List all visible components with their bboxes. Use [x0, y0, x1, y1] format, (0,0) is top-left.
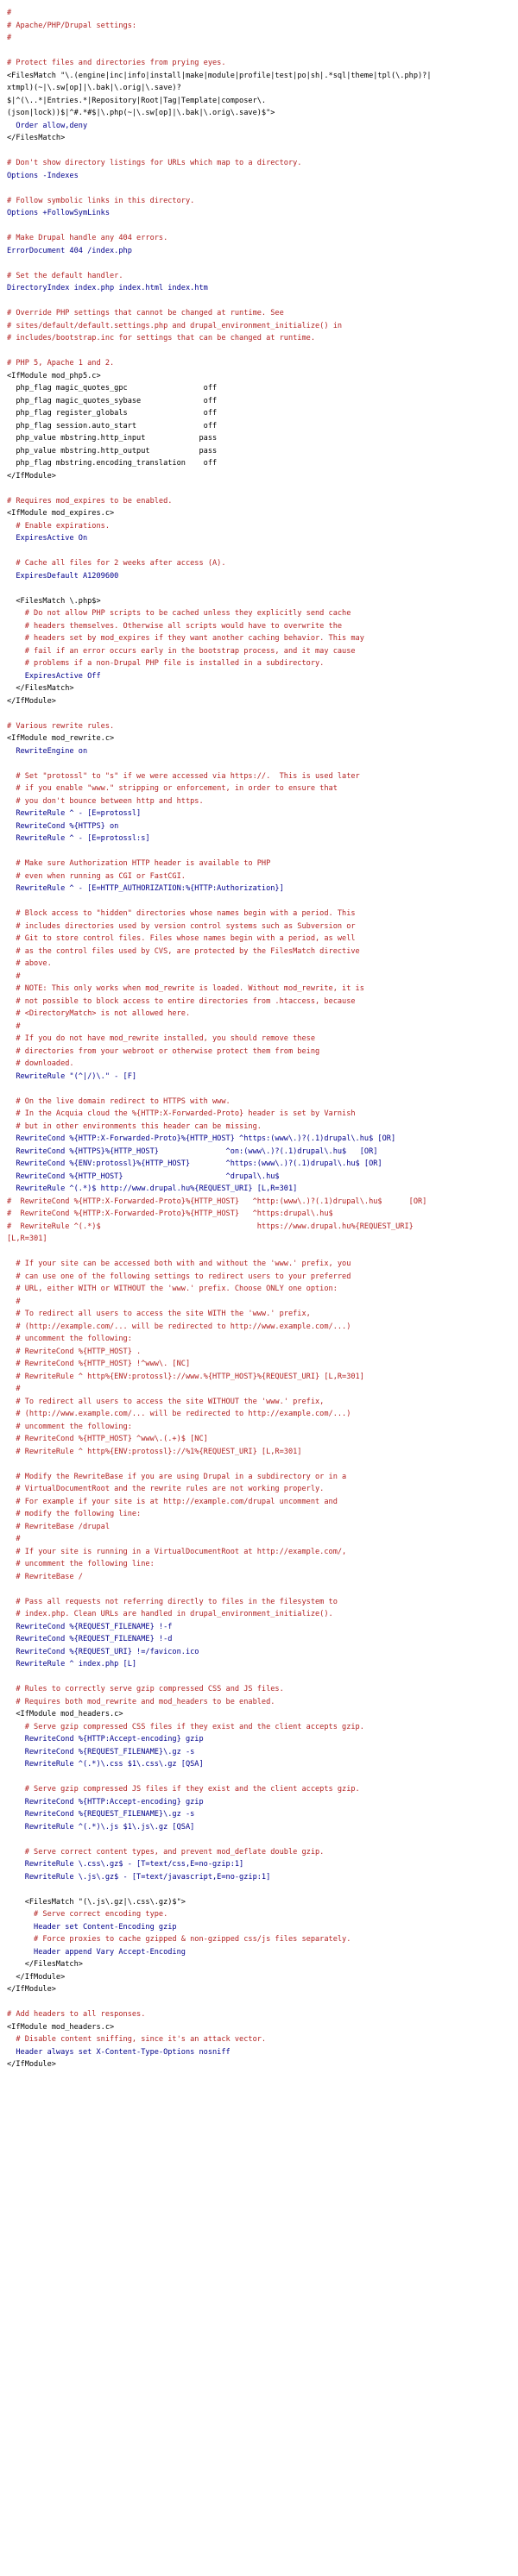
code-line: # RewriteRule ^ http%{ENV:protossl}://%1%{REQUEST_URI} [L,R=301] [7, 1447, 302, 1456]
code-line: # Pass all requests not referring directly to files in the filesystem to [7, 1597, 338, 1606]
code-line: # Block access to "hidden" directories whose names begin with a period. This [7, 909, 356, 918]
code-line: RewriteRule \.js\.gz$ - [T=text/javascript,E=no-gzip:1] [7, 1872, 271, 1882]
code-line: RewriteRule "(^|/)\." - [F] [7, 1071, 137, 1081]
code-line: RewriteCond %{REQUEST_URI} !=/favicon.ico [7, 1647, 199, 1656]
code-line: php_flag session.auto_start off [7, 421, 218, 430]
code-line: # Serve gzip compressed JS files if they exist and the client accepts gzip. [7, 1785, 360, 1794]
code-line: </FilesMatch> [7, 1960, 83, 1969]
code-line: # even when running as CGI or FastCGI. [7, 871, 186, 881]
code-line: # If your site can be accessed both with and without the 'www.' prefix, you [7, 1260, 351, 1268]
code-line: # Make Drupal handle any 404 errors. [7, 234, 168, 242]
code-line: RewriteRule ^ - [E=protossl:s] [7, 834, 150, 843]
code-line: # RewriteRule ^(.*)$ https://www.drupal.hu%{REQUEST_URI} [7, 1222, 414, 1231]
code-line [7, 182, 515, 195]
code-line: # Serve correct encoding type. [7, 1910, 168, 1919]
code-line: # Disable content sniffing, since it's an attack vector. [7, 2035, 267, 2044]
code-line [7, 220, 515, 233]
code-line [7, 295, 515, 308]
code-line: RewriteRule ^(.*)$ http://www.drupal.hu%{REQUEST_URI} [L,R=301] [7, 1184, 298, 1193]
code-line: RewriteRule \.css\.gz$ - [T=text/css,E=no-gzip:1] [7, 1860, 244, 1869]
code-line: <FilesMatch "\.(engine|inc|info|install|make|module|profile|test|po|sh|.*sql|theme|tpl(\.php)?| [7, 71, 432, 80]
code-line [7, 845, 515, 858]
code-line: # fail if an error occurs early in the bootstrap process, and it may cause [7, 646, 356, 656]
code-line: RewriteEngine on [7, 746, 88, 756]
code-line: php_flag magic_quotes_sybase off [7, 396, 218, 405]
code-line [7, 757, 515, 770]
code-line: # (http://example.com/... will be redirected to http://www.example.com/...) [7, 1322, 351, 1331]
code-line [7, 582, 515, 595]
code-line [7, 1083, 515, 1096]
code-line: php_flag mbstring.encoding_translation off [7, 459, 218, 468]
code-line: # RewriteCond %{HTTP:X-Forwarded-Proto}%{HTTP_HOST} ^https:drupal\.hu$ [7, 1209, 333, 1218]
code-line: RewriteRule ^ index.php [L] [7, 1660, 137, 1668]
code-line: # but in other environments this header can be missing. [7, 1122, 262, 1131]
code-line [7, 1671, 515, 1684]
code-line: # uncomment the following: [7, 1422, 132, 1431]
code-line: <IfModule mod_rewrite.c> [7, 734, 115, 743]
code-line: php_value mbstring.http_input pass [7, 434, 218, 443]
code-line: # Enable expirations. [7, 521, 110, 531]
code-line: $|^(\..*|Entries.*|Repository|Root|Tag|Template|composer\. [7, 96, 267, 105]
code-line: php_flag register_globals off [7, 409, 218, 418]
code-line: # can use one of the following settings to redirect users to your preferred [7, 1272, 351, 1281]
code-line: RewriteCond %{REQUEST_FILENAME} !-f [7, 1622, 173, 1631]
code-line: # [7, 9, 12, 17]
code-line: # headers set by mod_expires if they want another caching behavior. This may [7, 634, 364, 643]
code-line: # Rules to correctly serve gzip compressed CSS and JS files. [7, 1685, 284, 1693]
code-line: </FilesMatch> [7, 684, 74, 693]
code-line: RewriteCond %{ENV:protossl}%{HTTP_HOST} ^https:(www\.)?(.1)drupal\.hu$ [OR] [7, 1159, 382, 1168]
code-line [7, 45, 515, 58]
code-line: # To redirect all users to access the site WITHOUT the 'www.' prefix, [7, 1397, 325, 1406]
code-line: # Do not allow PHP scripts to be cached unless they explicitly send cache [7, 609, 351, 618]
code-line: # URL, either WITH or WITHOUT the 'www.' prefix. Choose ONLY one option: [7, 1285, 338, 1293]
code-line: <IfModule mod_headers.c> [7, 1710, 123, 1718]
code-line: # Serve gzip compressed CSS files if they exist and the client accepts gzip. [7, 1722, 364, 1731]
code-line: ExpiresDefault A1209600 [7, 571, 119, 581]
code-line: # not possible to block access to entire directories from .htaccess, because [7, 996, 356, 1006]
code-line: php_value mbstring.http_output pass [7, 446, 218, 456]
code-line: # RewriteBase /drupal [7, 1522, 110, 1531]
code-line: # Add headers to all responses. [7, 2010, 146, 2019]
code-line [7, 1996, 515, 2009]
code-line [7, 482, 515, 495]
code-line: # includes/bootstrap.inc for settings that can be changed at runtime. [7, 334, 315, 342]
code-line: DirectoryIndex index.php index.html index.htm [7, 284, 208, 292]
code-line: (json|lock))$|^#.*#$|\.php(~|\.sw[op]|\.bak|\.orig\.save)$"> [7, 109, 275, 117]
code-line: # To redirect all users to access the site WITH the 'www.' prefix, [7, 1310, 311, 1318]
code-line: RewriteCond %{HTTP:X-Forwarded-Proto}%{HTTP_HOST} ^https:(www\.)?(.1)drupal\.hu$ [OR] [7, 1134, 396, 1143]
code-line [7, 1246, 515, 1259]
code-line: # VirtualDocumentRoot and the rewrite rules are not working properly. [7, 1485, 325, 1493]
code-line: # modify the following line: [7, 1510, 142, 1518]
code-line: # Apache/PHP/Drupal settings: [7, 21, 137, 30]
code-line: <FilesMatch \.php$> [7, 596, 101, 606]
code-line: </IfModule> [7, 696, 56, 706]
code-line: # Force proxies to cache gzipped & non-gzipped css/js files separately. [7, 1935, 351, 1944]
code-line [7, 1883, 515, 1896]
code-line: # above. [7, 959, 52, 968]
code-line: ExpiresActive On [7, 534, 88, 543]
code-line: # Git to store control files. Files whose names begin with a period, as well [7, 934, 356, 943]
code-line: </IfModule> [7, 471, 56, 481]
code-line: Options +FollowSymLinks [7, 209, 110, 217]
code-line [7, 1458, 515, 1471]
code-line: # Make sure Authorization HTTP header is available to PHP [7, 859, 271, 868]
code-line: RewriteCond %{HTTP:Accept-encoding} gzip [7, 1797, 204, 1806]
code-line: # RewriteCond %{HTTP_HOST} ^www\.(.+)$ [NC] [7, 1435, 208, 1443]
code-line: # includes directories used by version control systems such as Subversion or [7, 921, 356, 931]
code-line: # RewriteBase / [7, 1572, 83, 1581]
code-line: # RewriteCond %{HTTP_HOST} . [7, 1347, 142, 1356]
code-line: </IfModule> [7, 1985, 56, 1994]
code-line: php_flag magic_quotes_gpc off [7, 384, 218, 393]
code-line: # Set the default handler. [7, 271, 123, 280]
code-line: # [7, 1297, 21, 1306]
code-line: # directories from your webroot or otherwise protect them from being [7, 1046, 320, 1056]
code-line: RewriteRule ^(.*)\.js $1\.js\.gz [QSA] [7, 1822, 195, 1831]
code-line: # Set "protossl" to "s" if we were accessed via https://. This is used later [7, 771, 360, 781]
code-line: RewriteCond %{REQUEST_FILENAME} !-d [7, 1635, 173, 1643]
code-line [7, 345, 515, 358]
code-line: # RewriteCond %{HTTP:X-Forwarded-Proto}%{HTTP_HOST} ^http:(www\.)?(.1)drupal\.hu$ [OR] [7, 1197, 427, 1206]
code-line: # On the live domain redirect to HTTPS with www. [7, 1096, 231, 1106]
code-line: RewriteCond %{HTTP:Accept-encoding} gzip [7, 1735, 204, 1744]
code-line: # NOTE: This only works when mod_rewrite is loaded. Without mod_rewrite, it is [7, 984, 364, 993]
code-line: # index.php. Clean URLs are handled in drupal_environment_initialize(). [7, 1610, 333, 1618]
code-line: # as the control files used by CVS, are protected by the FilesMatch directive [7, 946, 360, 956]
code-line: # If you do not have mod_rewrite installed, you should remove these [7, 1034, 315, 1043]
code-line: # In the Acquia cloud the %{HTTP:X-Forwarded-Proto} header is set by Varnish [7, 1109, 356, 1118]
code-line: <IfModule mod_headers.c> [7, 2022, 115, 2032]
code-line: # Don't show directory listings for URLs which map to a directory. [7, 159, 302, 167]
code-line: # Cache all files for 2 weeks after access (A). [7, 559, 226, 568]
code-line: RewriteRule ^(.*)\.css $1\.css\.gz [QSA] [7, 1760, 204, 1769]
code-line: # [7, 1021, 21, 1031]
code-line: xtmpl)(~|\.sw[op]|\.bak|\.orig|\.save)? [7, 84, 181, 92]
code-line: # downloaded. [7, 1059, 74, 1068]
code-line: # RewriteRule ^ http%{ENV:protossl}://www.%{HTTP_HOST}%{REQUEST_URI} [L,R=301] [7, 1372, 364, 1381]
code-line: # If your site is running in a VirtualDocumentRoot at http://example.com/, [7, 1547, 347, 1556]
code-line [7, 1771, 515, 1784]
code-line: Order allow,deny [7, 121, 88, 130]
code-line: RewriteCond %{REQUEST_FILENAME}\.gz -s [7, 1747, 195, 1756]
code-line: # Requires mod_expires to be enabled. [7, 496, 173, 506]
code-line: # Modify the RewriteBase if you are using Drupal in a subdirectory or in a [7, 1472, 347, 1481]
code-line: RewriteCond %{HTTPS}%{HTTP_HOST} ^on:(www\.)?(.1)drupal\.hu$ [OR] [7, 1147, 378, 1156]
htaccess-code-document [7, 7, 515, 2071]
code-line [7, 1833, 515, 1846]
code-line: # headers themselves. Otherwise all scripts would have to overwrite the [7, 621, 343, 631]
code-line: RewriteRule ^ - [E=protossl] [7, 809, 142, 818]
code-line: # uncomment the following: [7, 1335, 132, 1343]
code-line: [L,R=301] [7, 1235, 47, 1243]
code-line: </IfModule> [7, 2060, 56, 2069]
code-line: RewriteCond %{HTTP_HOST} ^drupal\.hu$ [7, 1172, 280, 1181]
code-line [7, 1583, 515, 1596]
code-line: # [7, 971, 21, 981]
code-line: </FilesMatch> [7, 134, 66, 142]
code-line [7, 895, 515, 908]
code-line: # if you enable "www." stripping or enforcement, in order to ensure that [7, 784, 338, 793]
code-line: # [7, 1385, 21, 1393]
code-line: # Protect files and directories from prying eyes. [7, 59, 226, 67]
code-line: <FilesMatch "(\.js\.gz|\.css\.gz)$"> [7, 1897, 186, 1907]
code-line: RewriteRule ^ - [E=HTTP_AUTHORIZATION:%{HTTP:Authorization}] [7, 884, 284, 893]
code-line: # Requires both mod_rewrite and mod_headers to be enabled. [7, 1697, 275, 1706]
code-line: # <DirectoryMatch> is not allowed here. [7, 1009, 191, 1018]
code-line [7, 257, 515, 270]
code-line: <IfModule mod_expires.c> [7, 509, 115, 518]
code-line: # problems if a non-Drupal PHP file is installed in a subdirectory. [7, 659, 325, 668]
code-line: # Serve correct content types, and prevent mod_deflate double gzip. [7, 1847, 325, 1857]
code-line: # RewriteCond %{HTTP_HOST} !^www\. [NC] [7, 1360, 191, 1368]
code-line: # you don't bounce between http and https. [7, 796, 204, 806]
code-line: # Various rewrite rules. [7, 721, 115, 731]
code-line: # uncomment the following line: [7, 1560, 155, 1568]
code-line: Header set Content-Encoding gzip [7, 1922, 177, 1932]
code-line: # Follow symbolic links in this directory. [7, 196, 195, 205]
code-line: RewriteCond %{REQUEST_FILENAME}\.gz -s [7, 1810, 195, 1819]
code-line: <IfModule mod_php5.c> [7, 371, 101, 380]
code-line: # [7, 34, 12, 42]
code-line: ExpiresActive Off [7, 671, 101, 681]
code-line: # Override PHP settings that cannot be changed at runtime. See [7, 309, 284, 317]
code-line [7, 545, 515, 558]
code-line: # For example if your site is at http://example.com/drupal uncomment and [7, 1497, 338, 1506]
code-line: RewriteCond %{HTTPS} on [7, 821, 119, 831]
code-line: # [7, 1535, 21, 1543]
code-line: </IfModule> [7, 1972, 66, 1982]
code-line [7, 145, 515, 158]
code-line: ErrorDocument 404 /index.php [7, 246, 132, 255]
code-line: # (http://www.example.com/... will be redirected to http://example.com/...) [7, 1410, 351, 1418]
code-line: Options -Indexes [7, 171, 79, 180]
code-line [7, 707, 515, 720]
code-line: # PHP 5, Apache 1 and 2. [7, 359, 115, 368]
code-line: # sites/default/default.settings.php and drupal_environment_initialize() in [7, 321, 343, 330]
code-line: Header always set X-Content-Type-Options nosniff [7, 2047, 231, 2057]
code-line: Header append Vary Accept-Encoding [7, 1947, 186, 1957]
